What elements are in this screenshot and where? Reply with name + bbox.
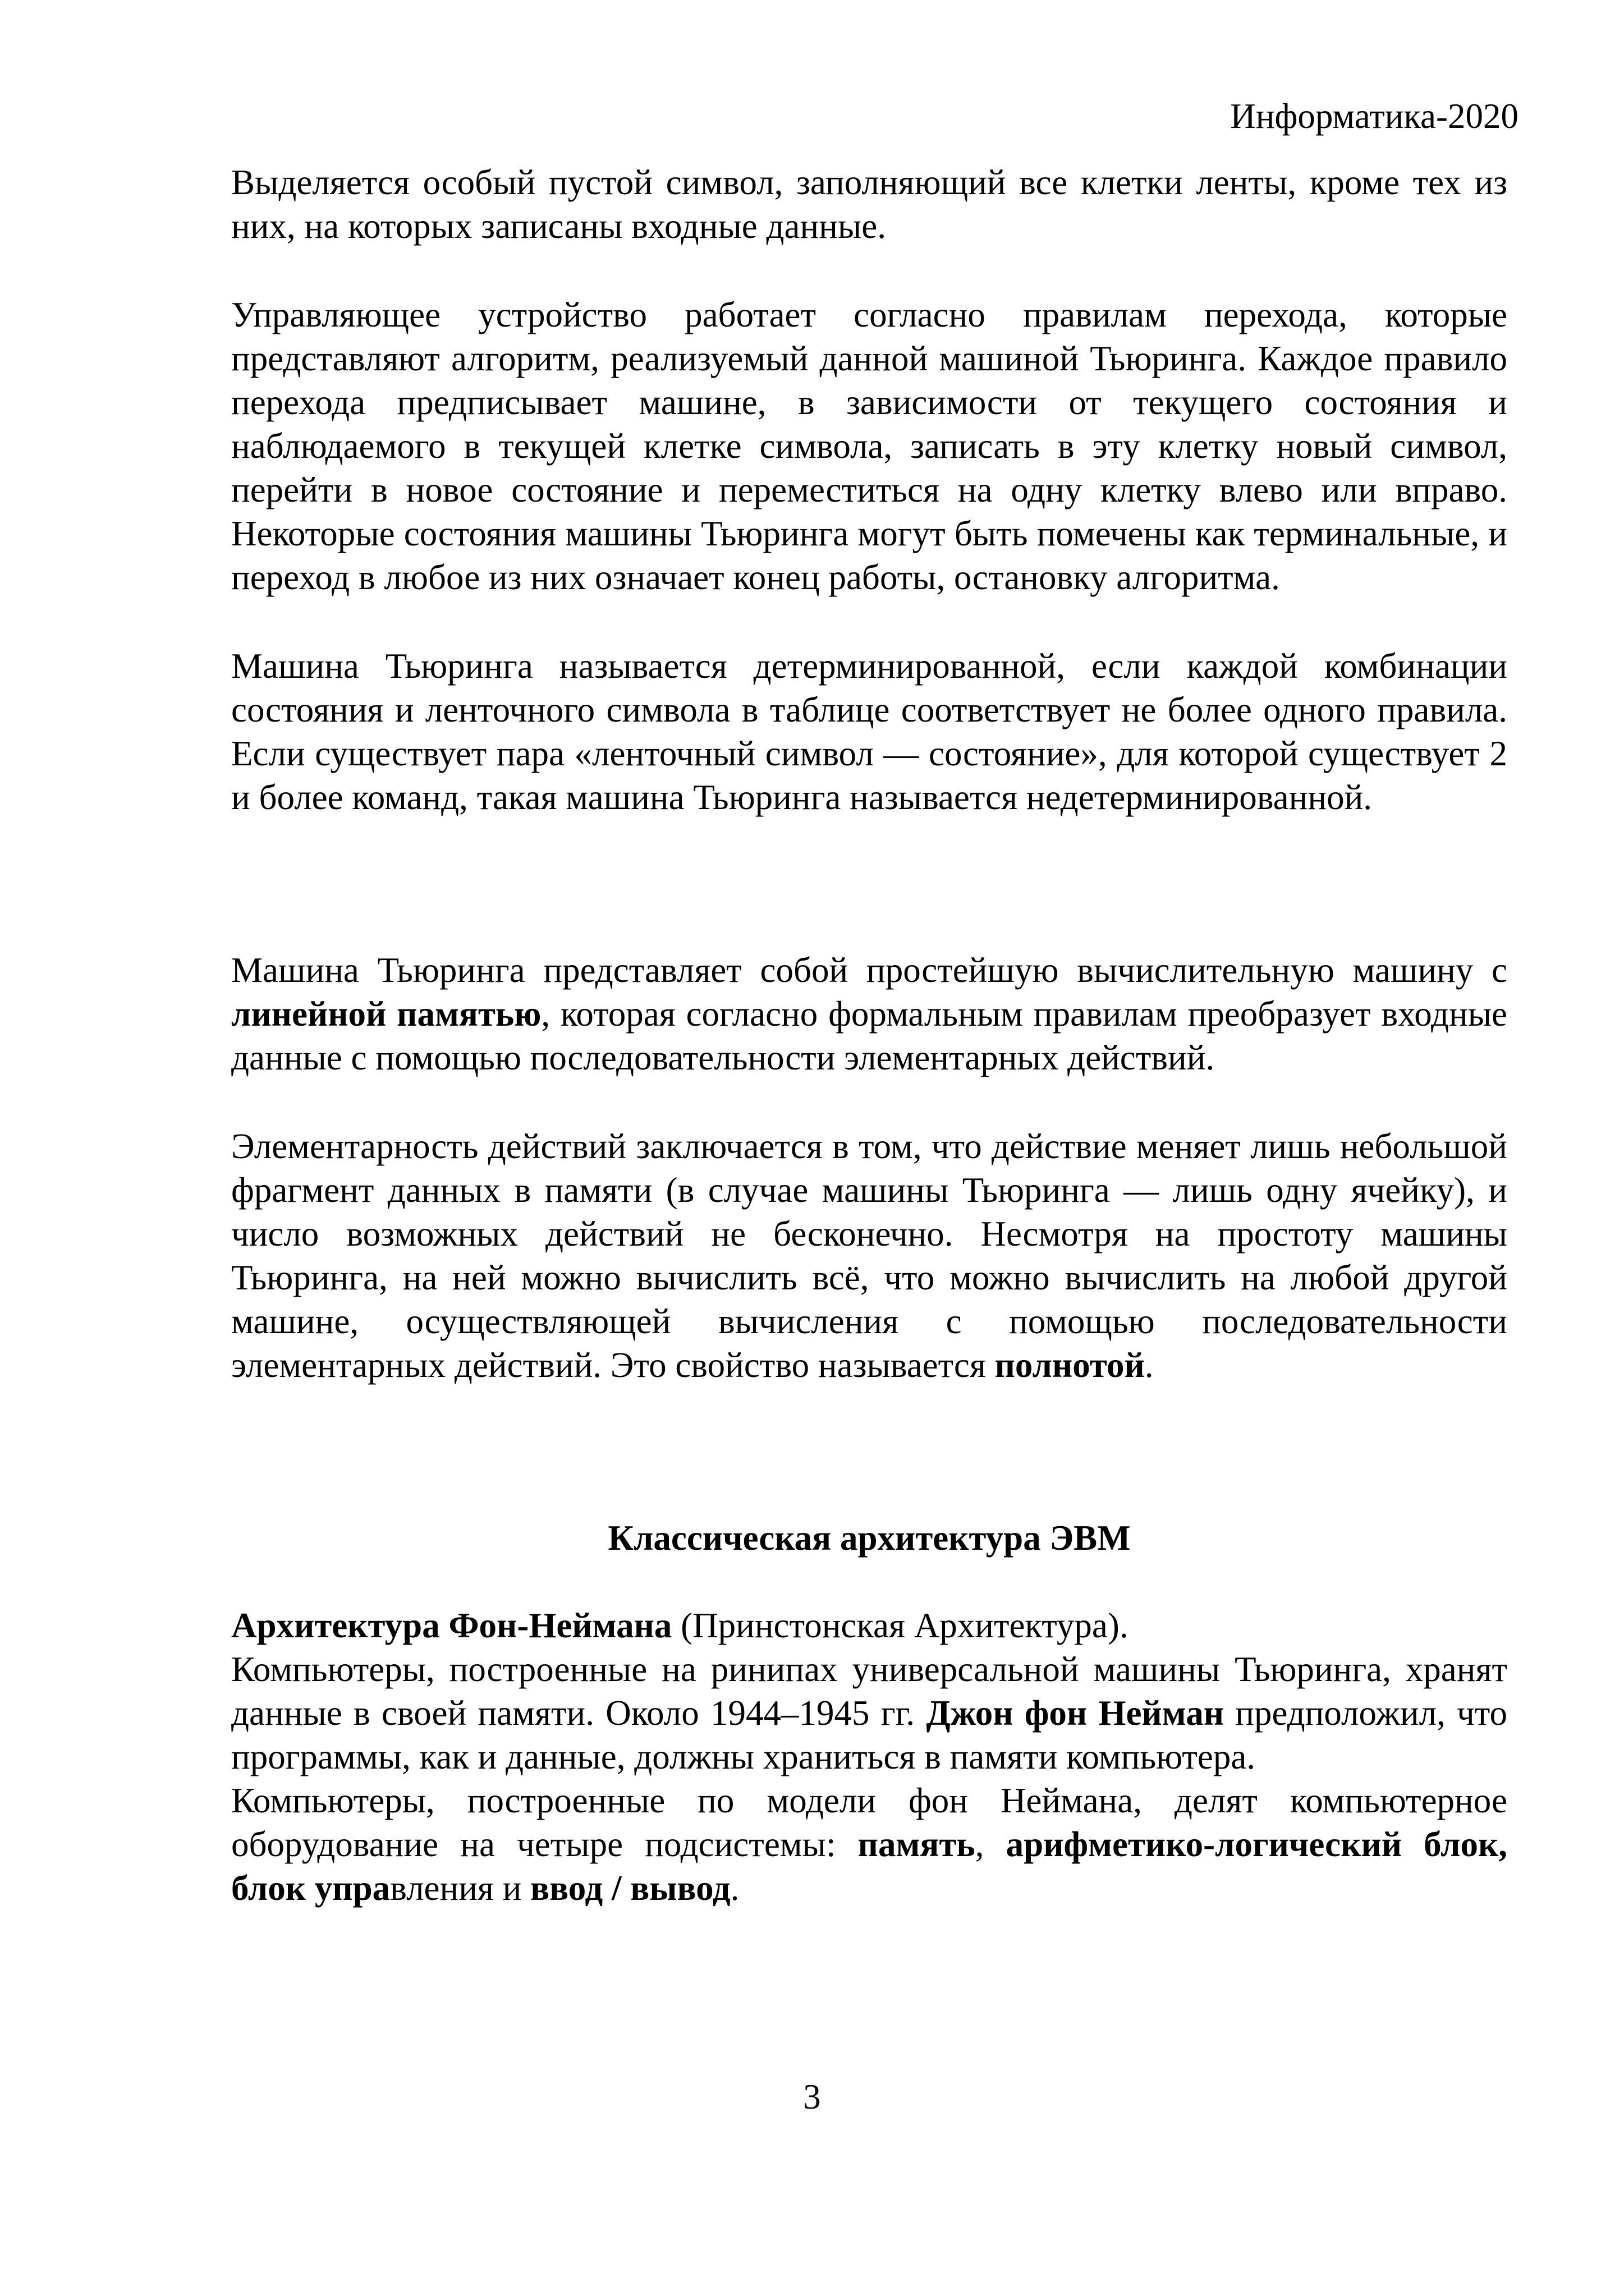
text-span: . <box>1144 1346 1154 1385</box>
text-span: , <box>975 1825 1006 1864</box>
page-body <box>231 160 1507 1910</box>
text-span: , которая согласно формальным правилам преобразует входные данные с помощью последовательности элементарных действий. <box>231 994 1507 1077</box>
text-span: . <box>730 1868 740 1908</box>
paragraph-von-neumann-lead <box>231 1604 1507 1647</box>
section-title: Классическая архитектура ЭВМ <box>608 1518 1131 1558</box>
bold-term-linear-memory: линейной памятью <box>231 994 542 1034</box>
text-span: (Принстонская Архитектура). <box>672 1606 1128 1645</box>
page-number: 3 <box>803 2077 821 2116</box>
text-span: Машина Тьюринга представляет собой простейшую вычислительную машину с <box>231 950 1507 990</box>
text-span: Компьютеры, построенные на ринипах универсальной машины Тьюринга, хранят данные в своей памяти. Около 1944–1945 гг. <box>231 1650 1507 1733</box>
paragraph-completeness <box>231 1124 1507 1387</box>
text-span: Элементарность действий заключается в том, что действие меняет лишь небольшой фрагмент данных в памяти (в случае машины Тьюринга — лишь одну ячейку), и число возможных действий не бесконечно. Несмотря на простоту машины Тьюринга, на ней можно вычислить всё, что можно вычислить на любой другой машине, осуществляющей вычисления с помощью последовательности элементарных действий. Это свойство называется <box>231 1127 1507 1385</box>
paragraph-control-device: Управляющее устройство работает согласно правилам перехода, которые представляют алгоритм, реализуемый данной машиной Тьюринга. Каждое правило перехода предписывает машине, в зависимости от текущего состояния и наблюдаемого в текущей клетке символа, записать в эту клетку новый символ, перейти в новое состояние и переместиться на одну клетку влево или вправо. Некоторые состояния машины Тьюринга могут быть помечены как терминальные, и переход в любое из них означает конец работы, остановку алгоритма. <box>231 295 1507 597</box>
running-header: Информатика-2020 <box>1230 97 1519 136</box>
bold-term-memory: память <box>857 1825 975 1864</box>
text-span: предположил, что программы, как и данные, должны храниться в памяти компьютера. <box>231 1693 1507 1776</box>
text-span: вления и <box>390 1868 531 1908</box>
bold-term-io: ввод / вывод <box>530 1868 731 1908</box>
bold-term-john-von-neumann: Джон фон Нейман <box>926 1693 1224 1733</box>
paragraph-deterministic: Машина Тьюринга называется детерминированной, если каждой комбинации состояния и ленточного символа в таблице соответствует не более одного правила. Если существует пара «ленточный символ — состояние», для которой существует 2 и более команд, такая машина Тьюринга называется недетерминированной. <box>231 646 1507 817</box>
paragraph-linear-memory <box>231 948 1507 1080</box>
paragraph-stored-program <box>231 1647 1507 1779</box>
text-span: Компьютеры, построенные по модели фон Неймана, делят компьютерное оборудование на четыре подсистемы: <box>231 1781 1507 1864</box>
paragraph-subsystems <box>231 1779 1507 1910</box>
paragraph-blank-symbol: Выделяется особый пустой символ, заполняющий все клетки ленты, кроме тех из них, на которых записаны входные данные. <box>231 163 1507 246</box>
bold-term-completeness: полнотой <box>994 1346 1145 1385</box>
bold-term-alu-control: арифметико-логический блок, блок упра <box>231 1825 1508 1908</box>
bold-term-von-neumann-architecture: Архитектура Фон-Неймана <box>231 1606 672 1645</box>
